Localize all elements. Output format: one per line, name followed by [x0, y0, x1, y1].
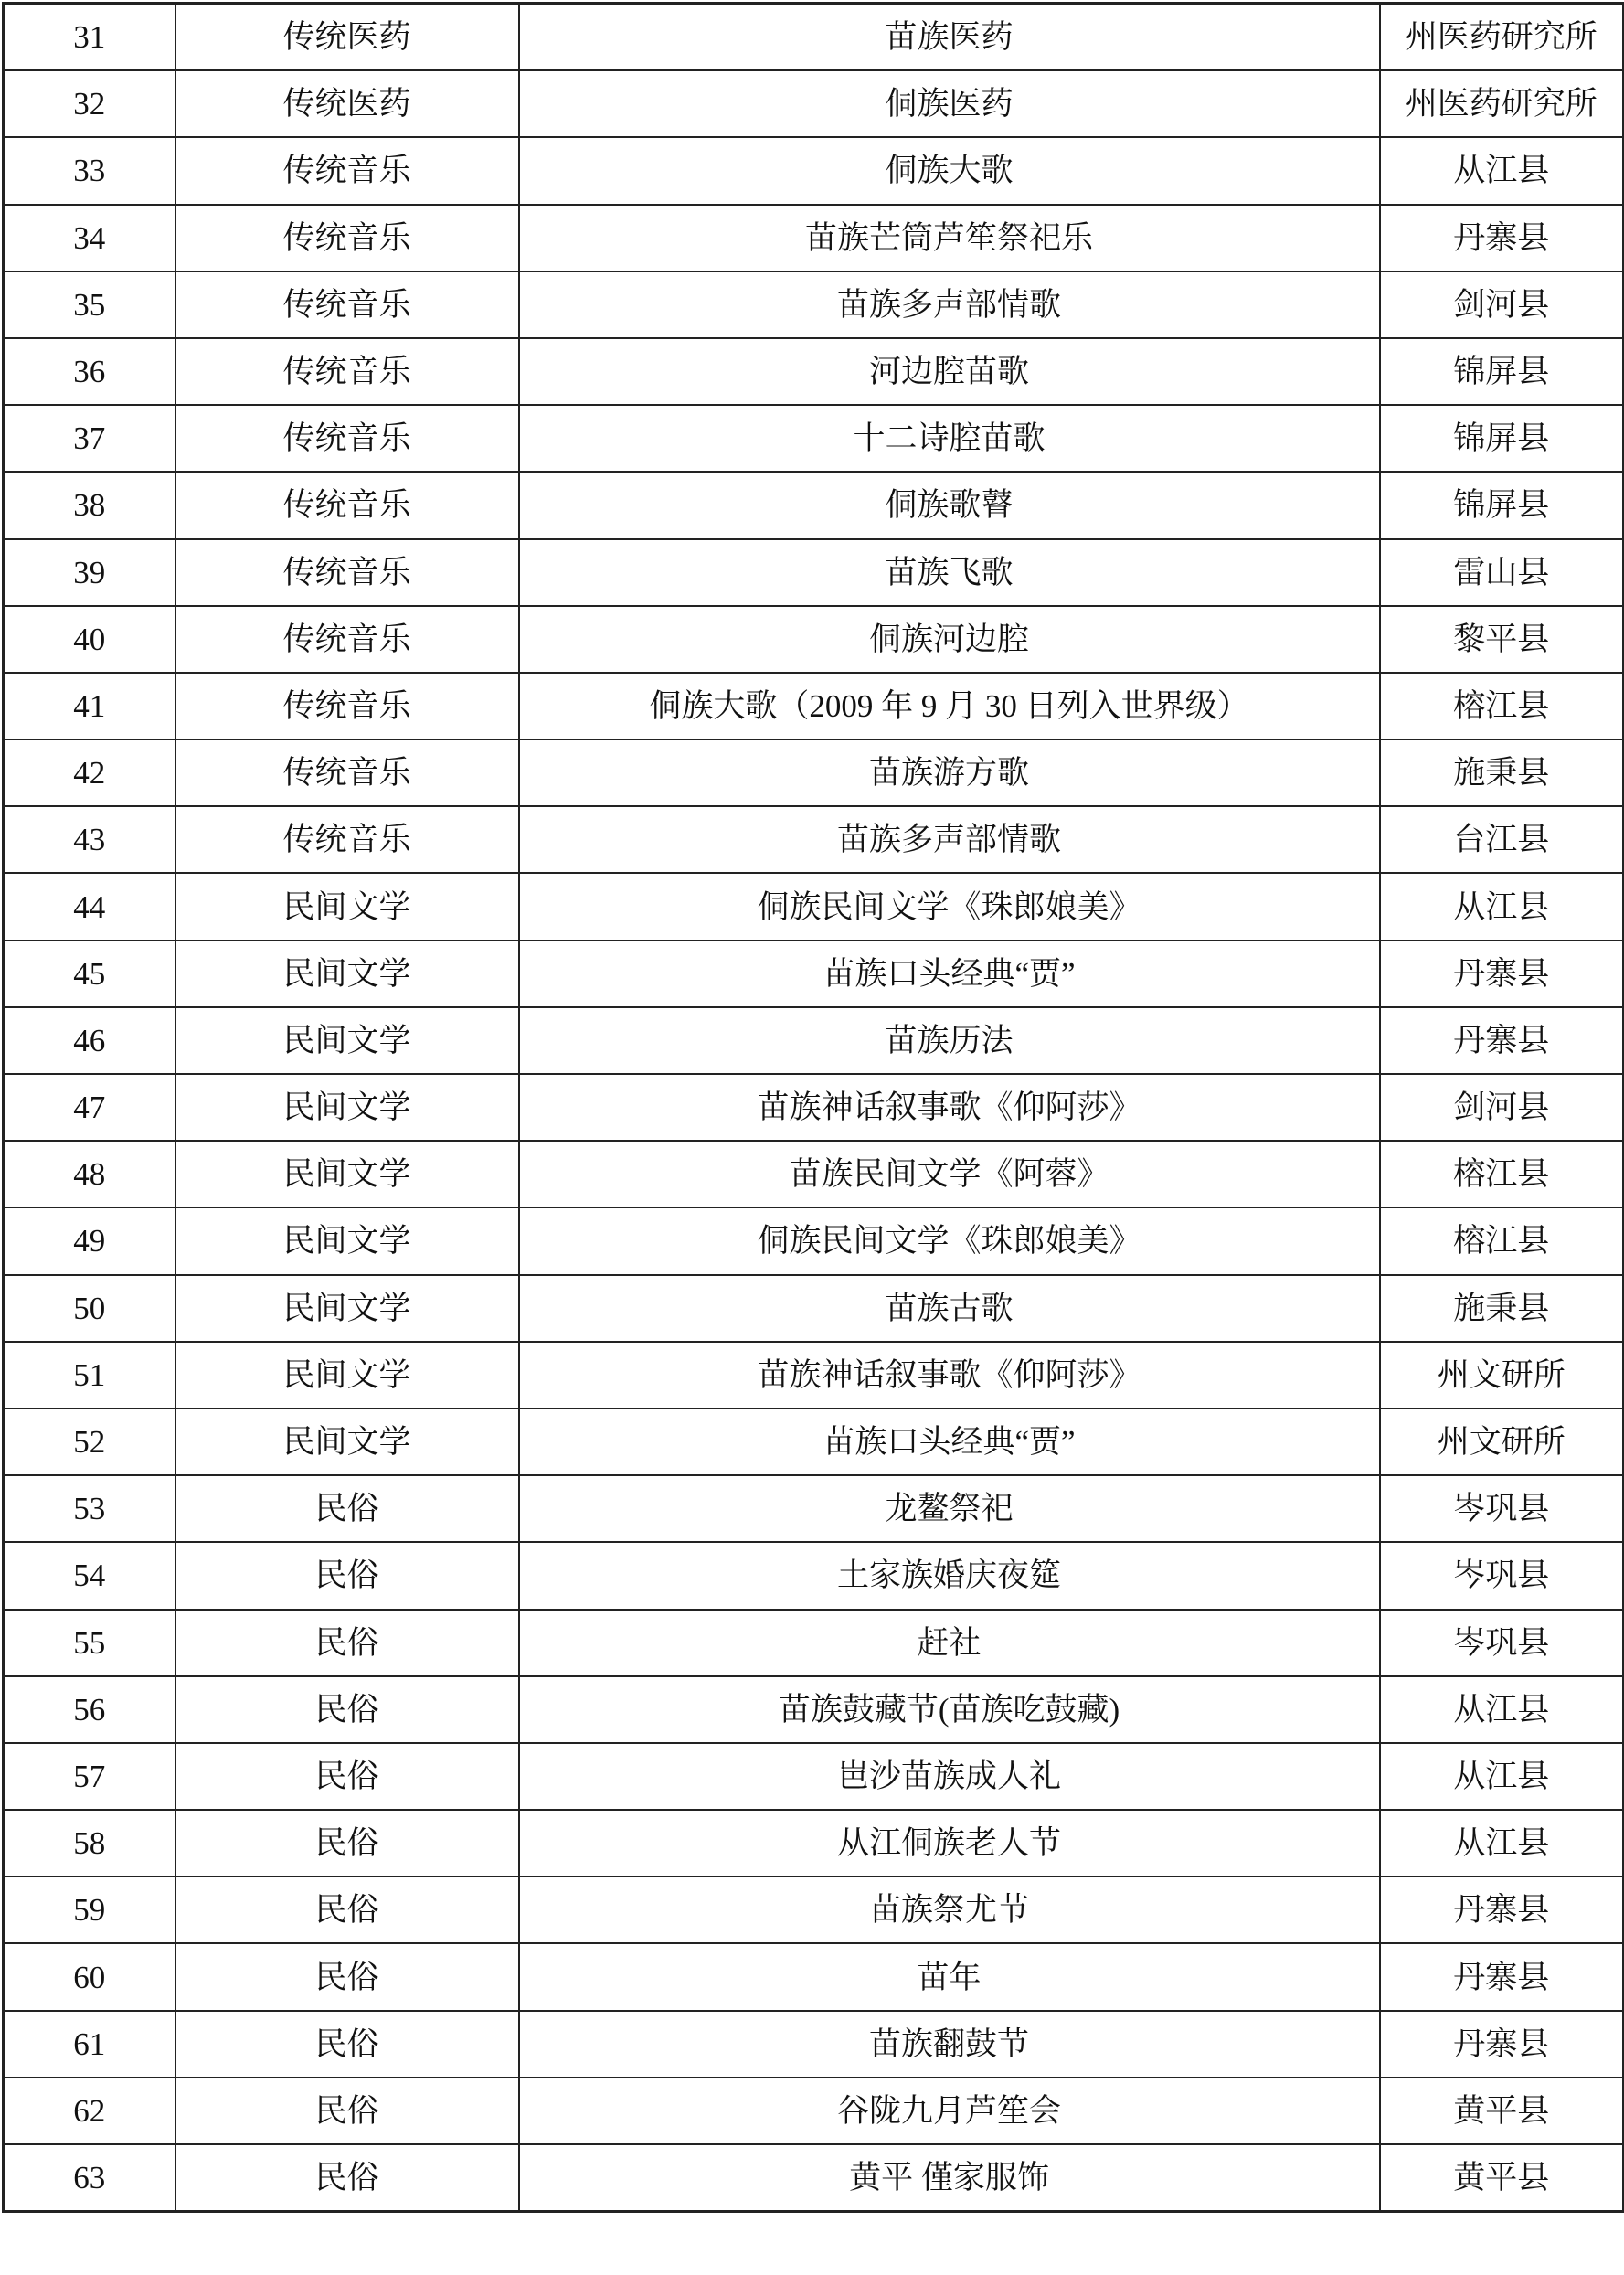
category-cell: 民俗 [175, 2011, 519, 2078]
item-name-cell: 苗族鼓藏节(苗族吃鼓藏) [519, 1676, 1380, 1743]
category-cell: 民俗 [175, 1876, 519, 1943]
category-cell: 民间文学 [175, 873, 519, 940]
table-row [4, 1275, 1624, 1342]
category-cell: 民间文学 [175, 941, 519, 1007]
item-name-cell: 苗族神话叙事歌《仰阿莎》 [519, 1342, 1380, 1409]
category-cell: 民俗 [175, 1542, 519, 1609]
unit-cell: 施秉县 [1380, 1275, 1624, 1342]
row-number-cell: 48 [4, 1141, 175, 1207]
unit-cell: 剑河县 [1380, 1074, 1624, 1141]
row-number-cell: 47 [4, 1074, 175, 1141]
table-row [4, 1409, 1624, 1475]
item-name-cell: 赶社 [519, 1610, 1380, 1676]
category-cell: 民俗 [175, 2144, 519, 2212]
unit-cell: 岑巩县 [1380, 1542, 1624, 1609]
table-row [4, 873, 1624, 940]
category-cell: 民俗 [175, 1943, 519, 2010]
table-row [4, 1342, 1624, 1409]
category-cell: 传统音乐 [175, 271, 519, 338]
row-number-cell: 39 [4, 539, 175, 606]
row-number-cell: 42 [4, 739, 175, 806]
unit-cell: 雷山县 [1380, 539, 1624, 606]
unit-cell: 丹寨县 [1380, 941, 1624, 1007]
item-name-cell: 侗族民间文学《珠郎娘美》 [519, 1207, 1380, 1274]
category-cell: 民俗 [175, 1676, 519, 1743]
row-number-cell: 49 [4, 1207, 175, 1274]
unit-cell: 州医药研究所 [1380, 70, 1624, 137]
row-number-cell: 34 [4, 205, 175, 271]
unit-cell: 从江县 [1380, 1810, 1624, 1876]
table-row [4, 941, 1624, 1007]
row-number-cell: 57 [4, 1743, 175, 1810]
table-row [4, 4, 1624, 71]
category-cell: 民间文学 [175, 1275, 519, 1342]
item-name-cell: 苗族多声部情歌 [519, 271, 1380, 338]
row-number-cell: 62 [4, 2078, 175, 2144]
row-number-cell: 63 [4, 2144, 175, 2212]
category-cell: 民间文学 [175, 1074, 519, 1141]
category-cell: 民间文学 [175, 1207, 519, 1274]
category-cell: 传统音乐 [175, 673, 519, 739]
table-row [4, 1743, 1624, 1810]
row-number-cell: 61 [4, 2011, 175, 2078]
item-name-cell: 苗族祭尤节 [519, 1876, 1380, 1943]
item-name-cell: 苗族民间文学《阿蓉》 [519, 1141, 1380, 1207]
category-cell: 传统音乐 [175, 472, 519, 538]
unit-cell: 锦屏县 [1380, 338, 1624, 405]
unit-cell: 从江县 [1380, 1676, 1624, 1743]
row-number-cell: 32 [4, 70, 175, 137]
unit-cell: 榕江县 [1380, 1207, 1624, 1274]
item-name-cell: 岜沙苗族成人礼 [519, 1743, 1380, 1810]
unit-cell: 施秉县 [1380, 739, 1624, 806]
category-cell: 传统音乐 [175, 205, 519, 271]
category-cell: 传统音乐 [175, 606, 519, 673]
category-cell: 传统医药 [175, 70, 519, 137]
table-row [4, 2078, 1624, 2144]
row-number-cell: 46 [4, 1007, 175, 1074]
category-cell: 民间文学 [175, 1007, 519, 1074]
category-cell: 传统音乐 [175, 739, 519, 806]
row-number-cell: 35 [4, 271, 175, 338]
row-number-cell: 41 [4, 673, 175, 739]
row-number-cell: 38 [4, 472, 175, 538]
unit-cell: 黄平县 [1380, 2078, 1624, 2144]
item-name-cell: 侗族河边腔 [519, 606, 1380, 673]
unit-cell: 丹寨县 [1380, 1943, 1624, 2010]
table-row [4, 70, 1624, 137]
item-name-cell: 苗族医药 [519, 4, 1380, 71]
table-row [4, 1207, 1624, 1274]
table-row [4, 1610, 1624, 1676]
item-name-cell: 苗族口头经典“贾” [519, 941, 1380, 1007]
table-row [4, 1876, 1624, 1943]
row-number-cell: 58 [4, 1810, 175, 1876]
item-name-cell: 龙鳌祭祀 [519, 1475, 1380, 1542]
table-row [4, 472, 1624, 538]
item-name-cell: 苗族芒筒芦笙祭祀乐 [519, 205, 1380, 271]
heritage-table [2, 2, 1624, 2213]
item-name-cell: 苗族游方歌 [519, 739, 1380, 806]
unit-cell: 岑巩县 [1380, 1475, 1624, 1542]
row-number-cell: 53 [4, 1475, 175, 1542]
unit-cell: 州文研所 [1380, 1409, 1624, 1475]
category-cell: 传统医药 [175, 4, 519, 71]
item-name-cell: 苗年 [519, 1943, 1380, 2010]
row-number-cell: 33 [4, 137, 175, 204]
table-row [4, 1542, 1624, 1609]
unit-cell: 从江县 [1380, 137, 1624, 204]
table-row [4, 606, 1624, 673]
category-cell: 民间文学 [175, 1342, 519, 1409]
category-cell: 民俗 [175, 1610, 519, 1676]
row-number-cell: 55 [4, 1610, 175, 1676]
item-name-cell: 谷陇九月芦笙会 [519, 2078, 1380, 2144]
table-row [4, 338, 1624, 405]
table-row [4, 806, 1624, 873]
row-number-cell: 54 [4, 1542, 175, 1609]
table-row [4, 539, 1624, 606]
item-name-cell: 侗族大歌（2009 年 9 月 30 日列入世界级） [519, 673, 1380, 739]
row-number-cell: 31 [4, 4, 175, 71]
table-row [4, 137, 1624, 204]
unit-cell: 黄平县 [1380, 2144, 1624, 2212]
row-number-cell: 37 [4, 405, 175, 472]
unit-cell: 岑巩县 [1380, 1610, 1624, 1676]
item-name-cell: 侗族民间文学《珠郎娘美》 [519, 873, 1380, 940]
table-row [4, 1141, 1624, 1207]
category-cell: 传统音乐 [175, 405, 519, 472]
row-number-cell: 44 [4, 873, 175, 940]
unit-cell: 剑河县 [1380, 271, 1624, 338]
item-name-cell: 河边腔苗歌 [519, 338, 1380, 405]
category-cell: 传统音乐 [175, 338, 519, 405]
item-name-cell: 苗族神话叙事歌《仰阿莎》 [519, 1074, 1380, 1141]
row-number-cell: 56 [4, 1676, 175, 1743]
table-row [4, 673, 1624, 739]
unit-cell: 丹寨县 [1380, 2011, 1624, 2078]
category-cell: 民俗 [175, 1810, 519, 1876]
category-cell: 民俗 [175, 1743, 519, 1810]
unit-cell: 从江县 [1380, 1743, 1624, 1810]
item-name-cell: 黄平 僅家服饰 [519, 2144, 1380, 2212]
table-body [4, 4, 1624, 2212]
item-name-cell: 侗族大歌 [519, 137, 1380, 204]
category-cell: 传统音乐 [175, 137, 519, 204]
row-number-cell: 52 [4, 1409, 175, 1475]
category-cell: 民俗 [175, 1475, 519, 1542]
unit-cell: 锦屏县 [1380, 472, 1624, 538]
row-number-cell: 50 [4, 1275, 175, 1342]
table-row [4, 1007, 1624, 1074]
row-number-cell: 60 [4, 1943, 175, 2010]
unit-cell: 榕江县 [1380, 673, 1624, 739]
table-row [4, 1074, 1624, 1141]
item-name-cell: 苗族飞歌 [519, 539, 1380, 606]
item-name-cell: 十二诗腔苗歌 [519, 405, 1380, 472]
category-cell: 民间文学 [175, 1409, 519, 1475]
item-name-cell: 苗族多声部情歌 [519, 806, 1380, 873]
unit-cell: 丹寨县 [1380, 1007, 1624, 1074]
row-number-cell: 40 [4, 606, 175, 673]
category-cell: 民俗 [175, 2078, 519, 2144]
unit-cell: 州医药研究所 [1380, 4, 1624, 71]
item-name-cell: 侗族歌瞽 [519, 472, 1380, 538]
item-name-cell: 苗族翻鼓节 [519, 2011, 1380, 2078]
table-row [4, 1810, 1624, 1876]
table-row [4, 2144, 1624, 2212]
table-row [4, 271, 1624, 338]
item-name-cell: 苗族口头经典“贾” [519, 1409, 1380, 1475]
table-row [4, 2011, 1624, 2078]
unit-cell: 黎平县 [1380, 606, 1624, 673]
item-name-cell: 苗族历法 [519, 1007, 1380, 1074]
row-number-cell: 36 [4, 338, 175, 405]
unit-cell: 锦屏县 [1380, 405, 1624, 472]
row-number-cell: 45 [4, 941, 175, 1007]
unit-cell: 丹寨县 [1380, 1876, 1624, 1943]
table-row [4, 1676, 1624, 1743]
table-row [4, 739, 1624, 806]
row-number-cell: 43 [4, 806, 175, 873]
row-number-cell: 51 [4, 1342, 175, 1409]
item-name-cell: 从江侗族老人节 [519, 1810, 1380, 1876]
category-cell: 民间文学 [175, 1141, 519, 1207]
table-row [4, 405, 1624, 472]
unit-cell: 州文研所 [1380, 1342, 1624, 1409]
table-row [4, 205, 1624, 271]
table-row [4, 1475, 1624, 1542]
unit-cell: 台江县 [1380, 806, 1624, 873]
item-name-cell: 苗族古歌 [519, 1275, 1380, 1342]
unit-cell: 丹寨县 [1380, 205, 1624, 271]
unit-cell: 榕江县 [1380, 1141, 1624, 1207]
item-name-cell: 土家族婚庆夜筵 [519, 1542, 1380, 1609]
table-row [4, 1943, 1624, 2010]
unit-cell: 从江县 [1380, 873, 1624, 940]
item-name-cell: 侗族医药 [519, 70, 1380, 137]
category-cell: 传统音乐 [175, 539, 519, 606]
category-cell: 传统音乐 [175, 806, 519, 873]
row-number-cell: 59 [4, 1876, 175, 1943]
